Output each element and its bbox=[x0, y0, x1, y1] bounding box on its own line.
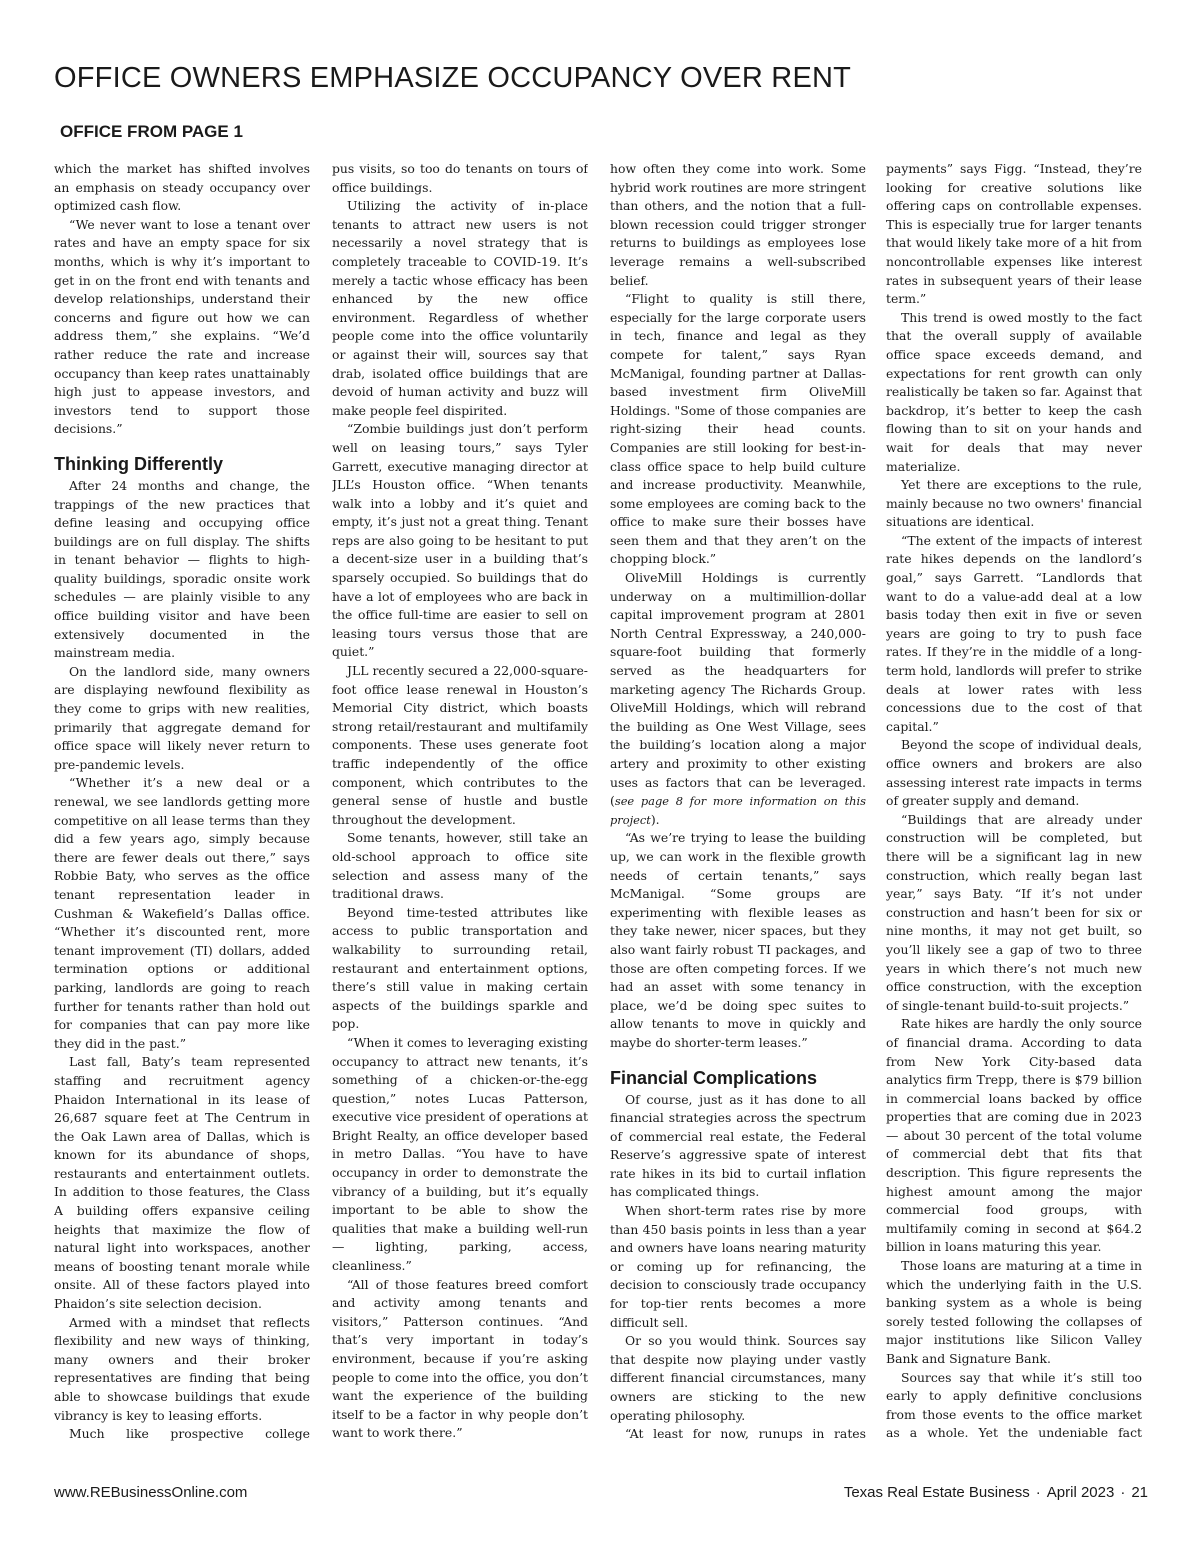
issue-date: April 2023 bbox=[1046, 1484, 1115, 1501]
paragraph: “We never want to lose a tenant over rates and have an empty space for six months, which is why it’s important to get in on the front end with tenants and develop relationships, understand their concerns and figure out how we can address them,” she explains. “We’d rather reduce the rate and increase occupancy than keep rates unattainably high just to appease investors, and investors tend to support those decisions.” bbox=[54, 216, 310, 437]
note-close: ). bbox=[650, 811, 660, 827]
article-column-3 bbox=[610, 160, 866, 1442]
paragraph-text: OliveMill Holdings is currently underway on a multimillion-dollar capital improvement program at 2801 North Central Expressway, a 240,000-square-foot building that formerly served as the headquarters for marketing agency The Richards Group. OliveMill Holdings, which will rebrand the building as One West Village, sees the building’s location along a major artery and proximity to other existing uses as factors that can be leveraged. ( bbox=[610, 570, 866, 809]
subheading-thinking-differently: Thinking Differently bbox=[54, 453, 224, 474]
paragraph: JLL recently secured a 22,000-square-foot office lease renewal in Houston’s Memorial City district, which boasts strong retail/restaurant and multifamily components. These uses generate foot traffic independently of the office component, which contributes to the general sense of hustle and bustle throughout the development. bbox=[332, 663, 588, 827]
paragraph: Or so you would think. Sources say that despite now playing under vastly different financial circumstances, many owners are sticking to the new operating philosophy. bbox=[610, 1333, 866, 1423]
paragraph: This trend is owed mostly to the fact that the overall supply of available office space exceeds demand, and expectations for rent growth can only realistically be taken so far. Against that backdrop, it’s better to keep the cash flowing than to sit on your hands and wait for deals that may never materialize. bbox=[886, 309, 1142, 474]
paragraph: Beyond time-tested attributes like access to public transportation and walkability to surrounding retail, restaurant and entertainment options, there’s still value in making certain aspects of the buildings sparkle and pop. bbox=[332, 904, 588, 1032]
project-reference-note: see page 8 for more information on this project bbox=[610, 794, 866, 827]
separator: · bbox=[1035, 1484, 1041, 1501]
paragraph: Some tenants, however, still take an old-school approach to office site selection and assess many of the traditional draws. bbox=[332, 830, 588, 902]
publication-name: Texas Real Estate Business bbox=[843, 1484, 1030, 1501]
paragraph: which the market has shifted involves an emphasis on steady occupancy over optimized cash flow. bbox=[54, 161, 310, 214]
paragraph: When short-term rates rise by more than 450 basis points in less than a year and owners have loans nearing maturity or coming up for refinancing, the decision to consciously trade occupancy for top-tier rents becomes a more difficult sell. bbox=[610, 1203, 866, 1330]
page-footer bbox=[54, 1484, 1148, 1504]
paragraph: Utilizing the activity of in-place tenants to attract new users is not necessarily a novel strategy that is completely traceable to COVID-19. It’s merely a tactic whose efficacy has been enhanced by the new office environment. Regardless of whether people come into the office voluntarily or against their will, sources say that drab, isolated office buildings that are devoid of human activity and buzz will make people feel dispirited. bbox=[332, 198, 588, 418]
paragraph: Beyond the scope of individual deals, office owners and brokers are also assessing interest rate impacts in terms of greater supply and demand. bbox=[886, 737, 1142, 809]
paragraph: Much like prospective college bbox=[69, 1426, 310, 1442]
paragraph: Armed with a mindset that reflects flexibility and new ways of thinking, many owners and their broker representatives are finding that being able to showcase buildings that exude vibrancy is key to leasing efforts. bbox=[54, 1314, 310, 1423]
website-link[interactable]: www.REBusinessOnline.com bbox=[54, 1484, 248, 1501]
article-column-2 bbox=[332, 160, 588, 1442]
paragraph: Sources say that while it’s still too early to apply definitive conclusions from those events to the office market as a whole. Yet the undeniable fact bbox=[886, 1369, 1142, 1441]
paragraph: “Buildings that are already under construction will be completed, but there will be a significant lag in new construction, which really began last year,” says Baty. “If it’s not under construction and hasn’t been for six or nine months, it may not get built, so you’ll likely see a gap of two to three years in which there’s not much new office construction, with the exception of single-tenant build-to-suit projects.” bbox=[886, 811, 1142, 1013]
paragraph: After 24 months and change, the trappings of the new practices that define leasing and occupying office buildings are on full display. The shifts in tenant behavior — flights to high-quality buildings, sporadic onsite work schedules — are plainly visible to any office building visitor and have been extensively documented in the mainstream media. bbox=[54, 477, 310, 661]
publication-info bbox=[844, 1484, 1148, 1501]
paragraph: “Whether it’s a new deal or a renewal, we see landlords getting more competitive on all lease terms than they did a few years ago, simply because there are fewer deals out there,” says Robbie Baty, who serves as the office tenant representation leader in Cushman & Wakefield’s Dallas office. “Whether it’s discounted rent, more tenant improvement (TI) dollars, added termination options or additional parking, landlords are going to reach further for tenants rather than hold out for companies that can pay more like they did in the past.” bbox=[54, 775, 310, 1051]
paragraph: Rate hikes are hardly the only source of financial drama. According to data from New York City-based data analytics firm Trepp, there is $79 billion in commercial loans backed by office properties that are coming due in 2023 — about 30 percent of the total volume of commercial debt that fits that description. This figure represents the highest amount among the major commercial food groups, with multifamily coming in second at $64.2 billion in loans maturing this year. bbox=[886, 1016, 1142, 1255]
paragraph: Those loans are maturing at a time in which the underlying faith in the U.S. banking system as a whole is being sorely tested following the collapses of major institutions like Silicon Valley Bank and Signature Bank. bbox=[886, 1258, 1142, 1366]
paragraph: “When it comes to leveraging existing occupancy to attract new tenants, it’s something of a chicken-or-the-egg question,” notes Lucas Patterson, executive vice president of operations at Bright Realty, an office developer based in metro Dallas. “You have to have occupancy in order to demonstrate the vibrancy of a building, but it’s equally important to be able to show the qualities that make a building well-run — lighting, parking, access, cleanliness.” bbox=[332, 1034, 588, 1274]
separator: · bbox=[1120, 1484, 1126, 1501]
article-column-4 bbox=[886, 160, 1142, 1442]
paragraph-with-note bbox=[610, 569, 866, 829]
article-column-1 bbox=[54, 160, 310, 1442]
paragraph: how often they come into work. Some hybrid work routines are more stringent than others, and the notion that a full-blown recession could trigger stronger returns to buildings as employees lose leverage remains a well-subscribed belief. bbox=[610, 161, 866, 288]
paragraph: “At least for now, runups in rates bbox=[625, 1426, 866, 1442]
page-number: 21 bbox=[1131, 1484, 1148, 1501]
paragraph: Yet there are exceptions to the rule, mainly because no two owners' financial situations are identical. bbox=[886, 477, 1142, 530]
paragraph: “As we’re trying to lease the building up, we can work in the flexible growth needs of certain tenants,” says McManigal. “Some groups are experimenting with flexible leases as they take newer, nicer spaces, but they also want fairly robust TI packages, and those are often competing forces. If we had an asset with some tenancy in place, we’d be doing spec suites to allow tenants to move in quickly and maybe do shorter-term leases.” bbox=[610, 830, 866, 1050]
paragraph: On the landlord side, many owners are displaying newfound flexibility as they come to grips with new realities, primarily that aggregate demand for office space will likely never return to pre-pandemic levels. bbox=[54, 663, 310, 772]
paragraph: Last fall, Baty’s team represented staffing and recruitment agency Phaidon International in its lease of 26,687 square feet at The Centrum in the Oak Lawn area of Dallas, which is known for its abundance of shops, restaurants and entertainment outlets. In addition to those features, the Class A building offers expansive ceiling heights that maximize the flow of natural light into workspaces, another means of boosting tenant morale while onsite. All of these factors played into Phaidon’s site selection decision. bbox=[54, 1054, 310, 1312]
paragraph: “Zombie buildings just don’t perform well on leasing tours,” says Tyler Garrett, executive managing director at JLL’s Houston office. “When tenants walk into a lobby and it’s quiet and empty, it’s just not a great thing. Tenant reps are also going to be hesitant to put a decent-size user in a building that’s sparsely occupied. So buildings that do have a lot of employees who are back in the office full-time are easier to sell on leasing tours versus those that are quiet.” bbox=[332, 421, 588, 660]
paragraph: payments” says Figg. “Instead, they’re looking for creative solutions like offering caps on controllable expenses. This is especially true for larger tenants that would likely take more of a hit from noncontrollable expenses like interest rates in subsequent years of their lease term.” bbox=[886, 161, 1142, 307]
article-headline: OFFICE OWNERS EMPHASIZE OCCUPANCY OVER RENT bbox=[54, 62, 852, 94]
paragraph: “All of those features breed comfort and activity among tenants and visitors,” Patterson continues. “And that’s very important in today’s environment, because if you’re asking people to come into the office, you don’t want the experience of the building itself to be a factor in why people don’t want to work there.” bbox=[332, 1276, 588, 1441]
paragraph: “Flight to quality is still there, especially for the large corporate users in tech, finance and legal as they compete for talent,” says Ryan McManigal, founding partner at Dallas-based investment firm OliveMill Holdings. "Some of those companies are right-sizing their head counts. Companies are still looking for best-in-class office space to help build culture and increase productivity. Meanwhile, some employees are coming back to the office to make sure their bosses have seen them and that they aren’t on the chopping block.” bbox=[610, 291, 866, 567]
paragraph: Of course, just as it has done to all financial strategies across the spectrum of commercial real estate, the Federal Reserve’s aggressive spate of interest rate hikes in its bid to curtail inflation has complicated things. bbox=[610, 1091, 866, 1200]
subheading-financial-complications: Financial Complications bbox=[610, 1067, 818, 1088]
paragraph: pus visits, so too do tenants on tours of office buildings. bbox=[332, 161, 588, 195]
jump-line: OFFICE FROM PAGE 1 bbox=[60, 122, 243, 141]
paragraph: “The extent of the impacts of interest rate hikes depends on the landlord’s goal,” says Garrett. “Landlords that want to do a value-add deal at a low basis today then exit in five or seven years are going to try to push face rates. If they’re in the middle of a long-term hold, landlords will prefer to strike deals at lower rates with less concessions due to the cost of that capital.” bbox=[886, 532, 1142, 734]
